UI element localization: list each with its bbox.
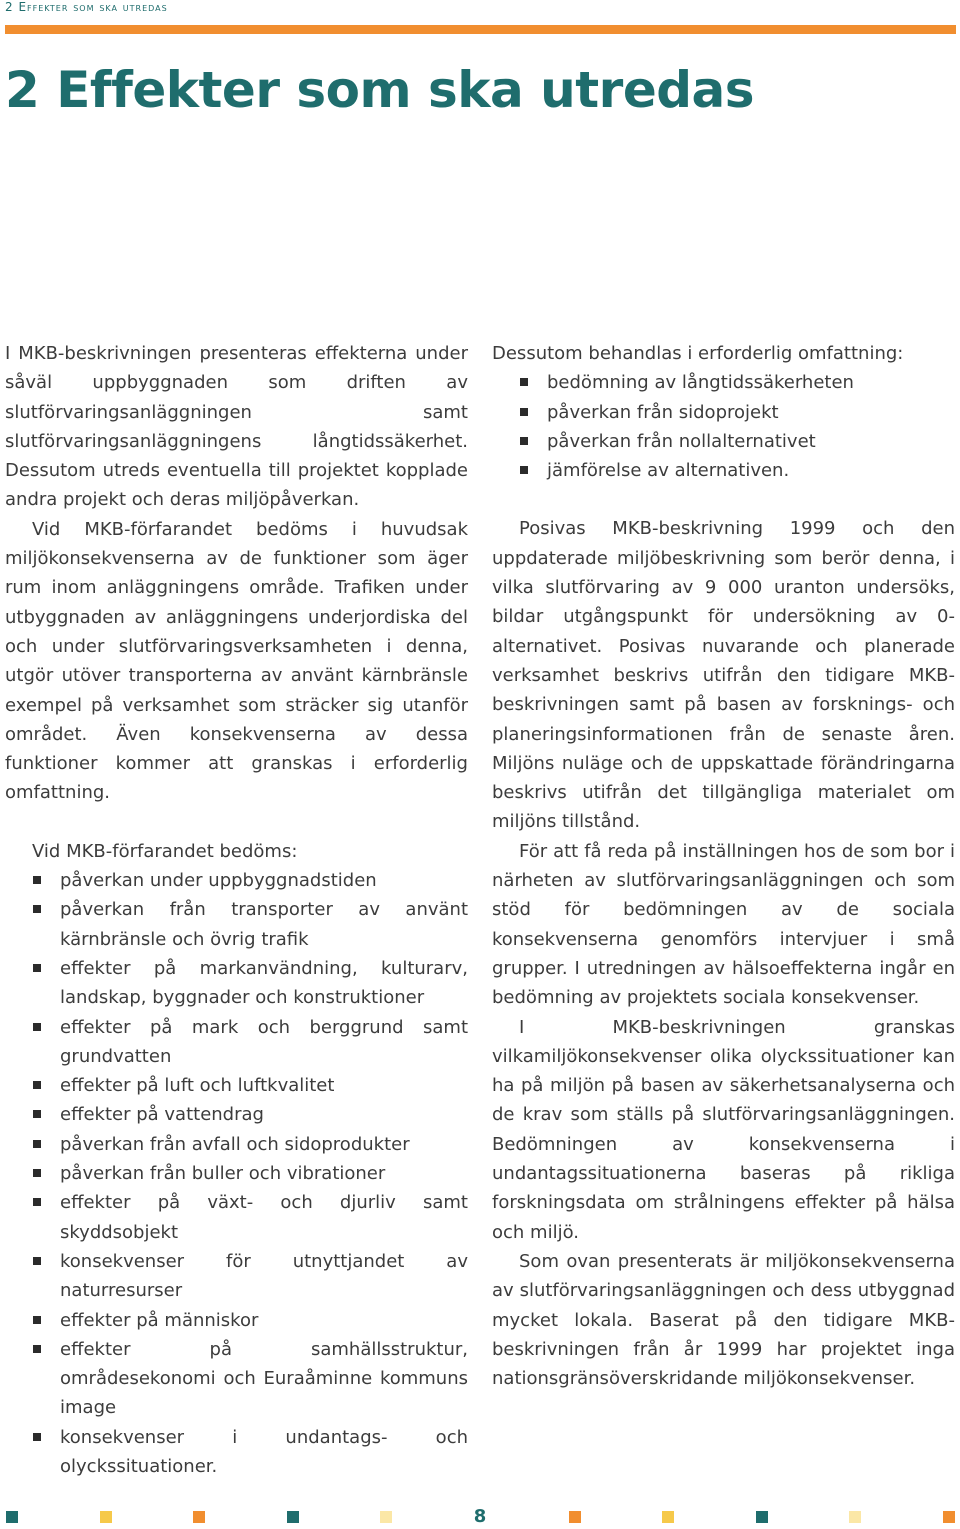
footer-square	[943, 1511, 955, 1523]
body-paragraph: Vid MKB-förfarandet bedöms i huvudsak miljökonsekvenserna av de funktioner som äger rum inom anläggningens område. Trafiken under utbyggnaden av anläggningens underjordiska del och under slutförvaringsverksamheten i denna, utgör utöver transporterna av använt kärnbränsle exempel på verksamhet som sträcker sig utanför området. Även konsekvenserna av dessa funktioner kommer att granskas i erforderlig omfattning.	[5, 518, 468, 804]
footer-square	[193, 1511, 205, 1523]
list-item: påverkan från sidoprojekt	[492, 398, 955, 427]
assessment-list	[5, 866, 468, 1481]
list-item: påverkan från buller och vibrationer	[5, 1159, 468, 1188]
list-item: påverkan från avfall och sidoprodukter	[5, 1130, 468, 1159]
footer-square	[662, 1511, 674, 1523]
list-item: påverkan från transporter av använt kärnbränsle och övrig trafik	[5, 895, 468, 954]
body-paragraph: I MKB-beskrivningen granskas vilkamiljökonsekvenser olika olyckssituationer kan ha på miljön på basen av säkerhetsanalyserna och de krav som ställs på slutförvaringsanläggningen. Bedömningen av konsekvenserna i undantagssituationerna baseras på rikliga forskningsdata om strålningens effekter på hälsa och miljö.	[492, 1016, 955, 1243]
list-item: bedömning av långtidssäkerheten	[492, 368, 955, 397]
list-item: effekter på samhällsstruktur, områdesekonomi och Euraåminne kommuns image	[5, 1335, 468, 1423]
body-paragraph: Posivas MKB-beskrivning 1999 och den uppdaterade miljöbeskrivning som berör denna, i vilka slutförvaring av 9 000 uranton undersöks, bildar utgångspunkt för undersökning av 0-alternativet. Posivas nuvarande och planerade verksamhet beskrivs utifrån den tidigare MKB-beskrivningen samt på basen av forsknings- och planeringsinformationen från de senaste åren. Miljöns nuläge och de uppskattade förändringarna beskrivs utifrån det tillgängliga materialet om miljöns tillstånd.	[492, 518, 955, 833]
list-item: effekter på markanvändning, kulturarv, landskap, byggnader och konstruktioner	[5, 954, 468, 1013]
list-intro: Vid MKB-förfarandet bedöms:	[32, 840, 298, 862]
list-intro: Dessutom behandlas i erforderlig omfattning:	[492, 343, 904, 364]
body-paragraph: För att få reda på inställningen hos de som bor i närheten av slutförvaringsanläggningen och som stöd för bedömningen av de sociala konsekvenserna genomförs intervjuer i små grupper. I utredningen av hälsoeffekterna ingår en bedömning av projektets sociala konsekvenser.	[492, 840, 955, 1009]
footer-square	[6, 1511, 18, 1523]
running-head: 2 Effekter som ska utredas	[5, 0, 168, 14]
footer-square	[849, 1511, 861, 1523]
list-item: effekter på vattendrag	[5, 1100, 468, 1129]
page-number: 8	[473, 1506, 487, 1527]
list-item: jämförelse av alternativen.	[492, 456, 955, 485]
list-item: effekter på luft och luftkvalitet	[5, 1071, 468, 1100]
list-item: påverkan under uppbyggnadstiden	[5, 866, 468, 895]
footer-square	[569, 1511, 581, 1523]
footer-square	[380, 1511, 392, 1523]
right-column	[492, 339, 955, 1393]
intro-paragraph: I MKB-beskrivningen presenteras effekterna under såväl uppbyggnaden som driften av slutförvaringsanläggningen samt slutförvaringsanläggningens långtidssäkerhet. Dessutom utreds eventuella till projektet kopplade andra projekt och deras miljöpåverkan.	[5, 343, 468, 511]
footer-square	[287, 1511, 299, 1523]
list-item: konsekvenser i undantags- och olyckssituationer.	[5, 1423, 468, 1482]
list-item: effekter på människor	[5, 1306, 468, 1335]
list-item: effekter på mark och berggrund samt grundvatten	[5, 1013, 468, 1072]
list-item: effekter på växt- och djurliv samt skyddsobjekt	[5, 1188, 468, 1247]
left-column	[5, 339, 468, 1481]
chapter-title: 2 Effekter som ska utredas	[5, 61, 755, 119]
list-item: konsekvenser för utnyttjandet av naturresurser	[5, 1247, 468, 1306]
list-item: påverkan från nollalternativet	[492, 427, 955, 456]
footer-square	[100, 1511, 112, 1523]
body-paragraph: Som ovan presenterats är miljökonsekvenserna av slutförvaringsanläggningen och dess utbyggnad mycket lokala. Baserat på den tidigare MKB-beskrivningen från år 1999 har projektet inga nationsgränsöverskridande miljökonsekvenser.	[492, 1250, 955, 1390]
footer-square	[756, 1511, 768, 1523]
additional-list	[492, 368, 955, 485]
header-rule	[5, 25, 956, 34]
